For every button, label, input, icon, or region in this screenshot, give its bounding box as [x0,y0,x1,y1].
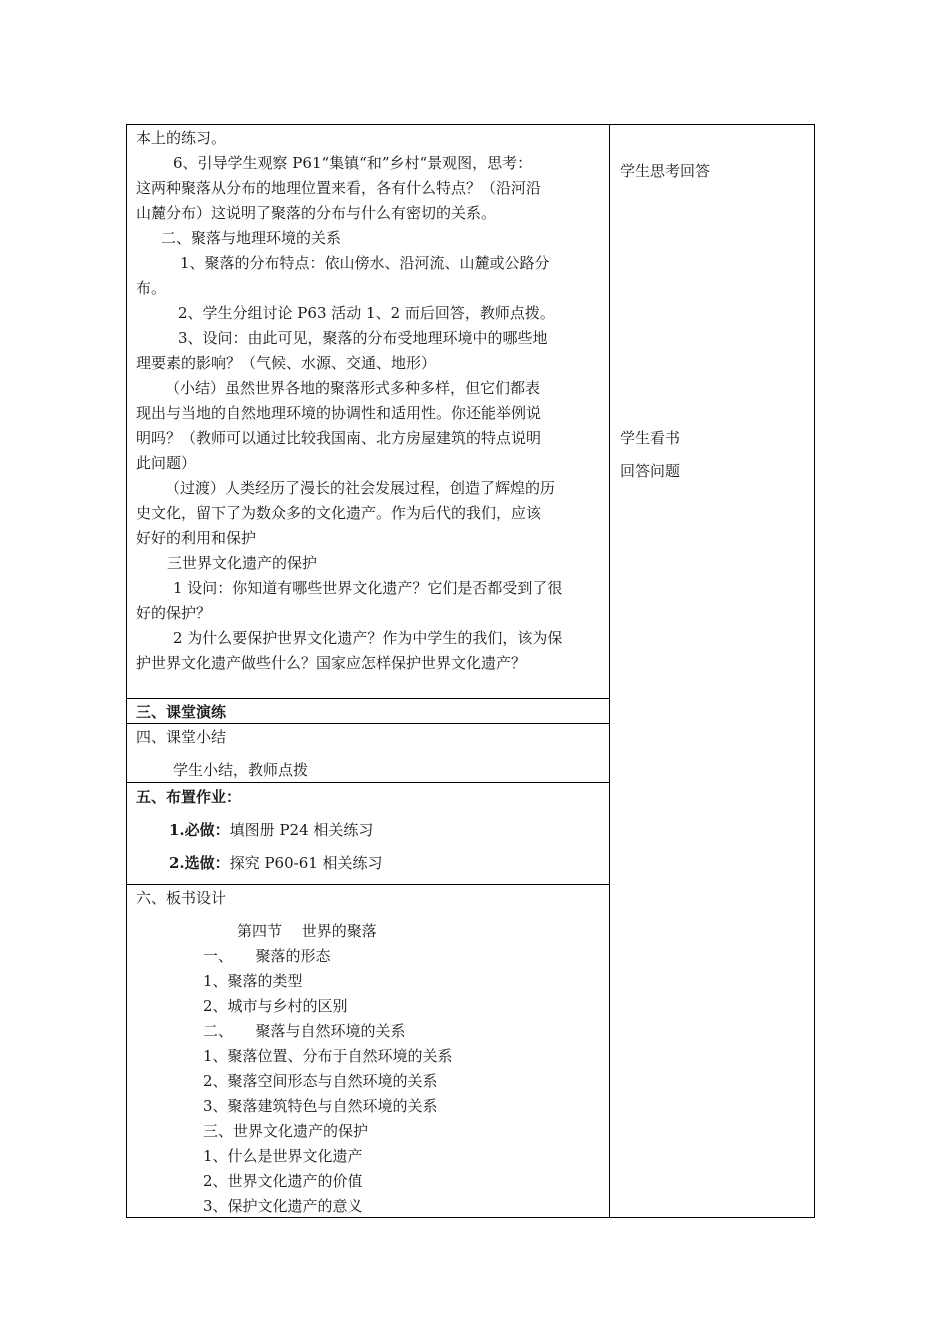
main-line: 明吗？（教师可以通过比较我国南、北方房屋建筑的特点说明 [136,429,542,447]
row-divider [127,723,609,724]
main-line: 山麓分布）这说明了聚落的分布与什么有密切的关系。 [136,204,497,222]
section-heading: 二、聚落与地理环境的关系 [161,229,342,247]
row-divider [127,782,609,783]
main-line: （小结）虽然世界各地的聚落形式多种多样，但它们都表 [165,379,541,397]
row-divider [127,698,609,699]
section-heading: 三世界文化遗产的保护 [167,554,318,572]
side-note: 学生思考回答 [620,162,711,180]
class-summary-body: 学生小结，教师点拨 [173,761,309,779]
main-line: 本上的练习。 [136,129,227,147]
homework-item [169,855,383,872]
board-line: 2、聚落空间形态与自然环境的关系 [203,1072,438,1090]
row-divider [127,884,609,885]
side-note: 学生看书 [620,429,681,447]
class-summary-heading: 四、课堂小结 [136,728,227,746]
main-line: 好好的利用和保护 [136,529,257,547]
lesson-table [126,124,815,1218]
main-line: 1、聚落的分布特点：依山傍水、沿河流、山麓或公路分 [180,254,550,272]
main-line: （过渡）人类经历了漫长的社会发展过程，创造了辉煌的历 [165,479,556,497]
main-line: 6、引导学生观察 P61“集镇“和”乡村“景观图，思考： [173,154,533,172]
main-line: 理要素的影响？（气候、水源、交通、地形） [136,354,437,372]
side-note: 回答问题 [620,462,681,480]
homework-item [169,822,373,839]
board-line: 二、 聚落与自然环境的关系 [203,1022,406,1040]
board-line: 2、世界文化遗产的价值 [203,1172,363,1190]
board-design-heading: 六、板书设计 [136,889,227,907]
board-line: 1、聚落位置、分布于自然环境的关系 [203,1047,453,1065]
main-line: 现出与当地的自然地理环境的协调性和适用性。你还能举例说 [136,404,542,422]
board-line: 3、聚落建筑特色与自然环境的关系 [203,1097,438,1115]
main-line: 这两种聚落从分布的地理位置来看，各有什么特点？（沿河沿 [136,179,542,197]
main-line: 护世界文化遗产做些什么？国家应怎样保护世界文化遗产？ [136,654,527,672]
board-title: 第四节 世界的聚落 [237,922,377,940]
main-line: 布。 [136,279,167,297]
column-divider [609,125,610,1217]
homework-item-label: 2.选做： [169,854,230,872]
board-line: 三、世界文化遗产的保护 [203,1122,369,1140]
homework-heading: 五、布置作业： [136,788,242,806]
board-line: 一、 聚落的形态 [203,947,331,965]
board-line: 1、什么是世界文化遗产 [203,1147,363,1165]
board-line: 1、聚落的类型 [203,972,303,990]
homework-item-text: 填图册 P24 相关练习 [229,821,374,839]
main-line: 史文化，留下了为数众多的文化遗产。作为后代的我们，应该 [136,504,542,522]
main-line: 好的保护？ [136,604,212,622]
classroom-practice-heading: 三、课堂演练 [136,703,227,721]
main-line: 2、学生分组讨论 P63 活动 1、2 而后回答，教师点拨。 [178,304,555,322]
main-line: 3、设问：由此可见，聚落的分布受地理环境中的哪些地 [178,329,548,347]
homework-item-text: 探究 P60-61 相关练习 [229,854,383,872]
main-line: 1 设问：你知道有哪些世界文化遗产？它们是否都受到了很 [173,579,563,597]
main-line: 此问题） [136,454,197,472]
board-line: 3、保护文化遗产的意义 [203,1197,363,1215]
board-line: 2、城市与乡村的区别 [203,997,348,1015]
main-line: 2 为什么要保护世界文化遗产？作为中学生的我们，该为保 [173,629,563,647]
homework-item-label: 1.必做： [169,821,230,839]
